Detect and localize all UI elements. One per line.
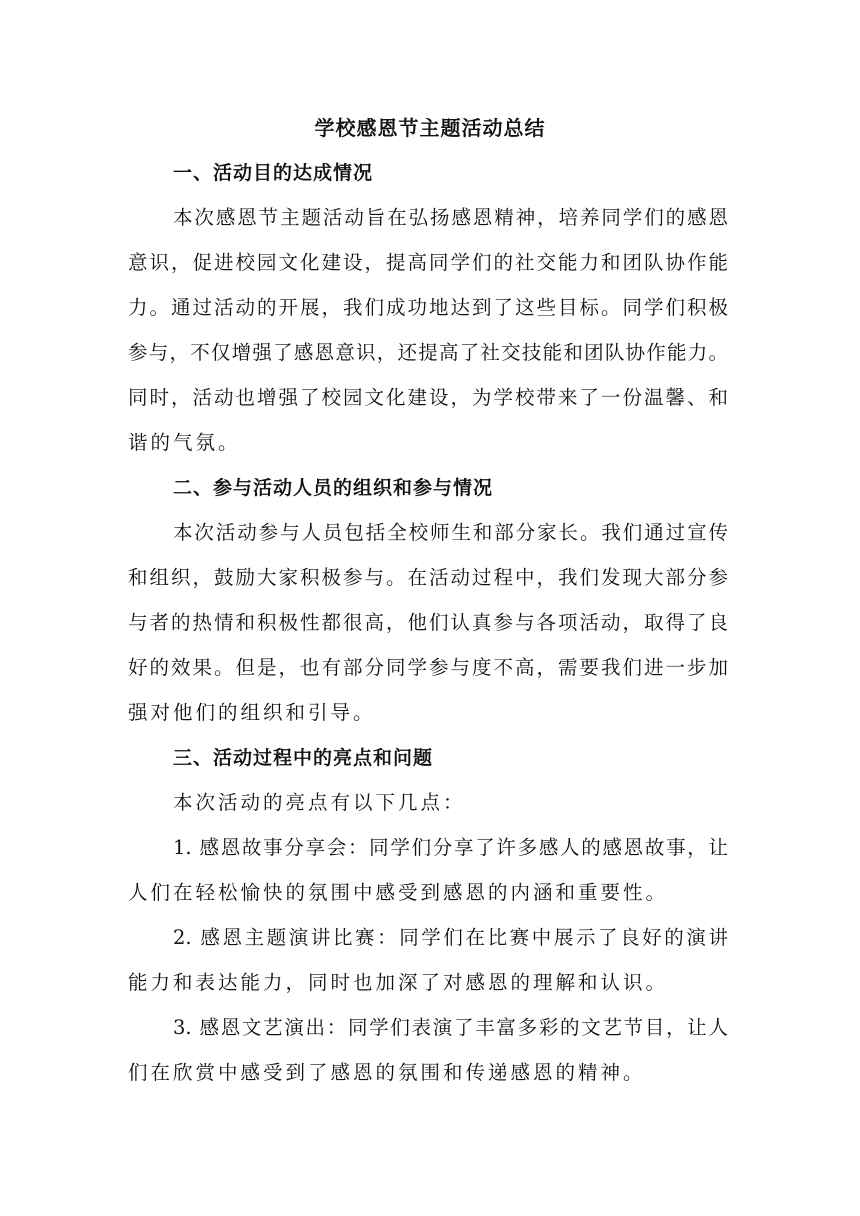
paragraph-line: 参与，不仅增强了感恩意识，还提高了社交技能和团队协作能力。 <box>128 341 728 364</box>
list-item-line: 人们在轻松愉快的氛围中感受到感恩的内涵和重要性。 <box>128 881 669 904</box>
section-1-heading: 一、活动目的达成情况 <box>173 162 374 184</box>
list-item-line: 3. 感恩文艺演出：同学们表演了丰富多彩的文艺节目，让人 <box>173 1016 728 1039</box>
paragraph-line: 意识，促进校园文化建设，提高同学们的社交能力和团队协作能 <box>128 251 728 274</box>
paragraph-line: 强对他们的组织和引导。 <box>128 701 376 724</box>
paragraph-line: 与者的热情和积极性都很高，他们认真参与各项活动，取得了良 <box>128 611 728 634</box>
paragraph-line: 和组织，鼓励大家积极参与。在活动过程中，我们发现大部分参 <box>128 566 728 589</box>
list-item-line: 1. 感恩故事分享会：同学们分享了许多感人的感恩故事，让 <box>173 836 728 859</box>
list-item-line: 2. 感恩主题演讲比赛：同学们在比赛中展示了良好的演讲 <box>173 926 728 949</box>
document-title: 学校感恩节主题活动总结 <box>314 116 546 140</box>
paragraph-line: 本次活动的亮点有以下几点： <box>173 791 466 814</box>
section-2-heading: 二、参与活动人员的组织和参与情况 <box>173 477 494 499</box>
paragraph-line: 力。通过活动的开展，我们成功地达到了这些目标。同学们积极 <box>128 296 728 319</box>
paragraph-line: 本次感恩节主题活动旨在弘扬感恩精神，培养同学们的感恩 <box>173 206 728 229</box>
paragraph-line: 好的效果。但是，也有部分同学参与度不高，需要我们进一步加 <box>128 656 728 679</box>
paragraph-line: 本次活动参与人员包括全校师生和部分家长。我们通过宣传 <box>173 521 728 544</box>
paragraph-line: 同时，活动也增强了校园文化建设，为学校带来了一份温馨、和 <box>128 386 728 409</box>
section-3-heading: 三、活动过程中的亮点和问题 <box>173 747 434 769</box>
paragraph-line: 谐的气氛。 <box>128 431 241 454</box>
list-item-line: 能力和表达能力，同时也加深了对感恩的理解和认识。 <box>128 971 669 994</box>
list-item-line: 们在欣赏中感受到了感恩的氛围和传递感恩的精神。 <box>128 1061 646 1084</box>
